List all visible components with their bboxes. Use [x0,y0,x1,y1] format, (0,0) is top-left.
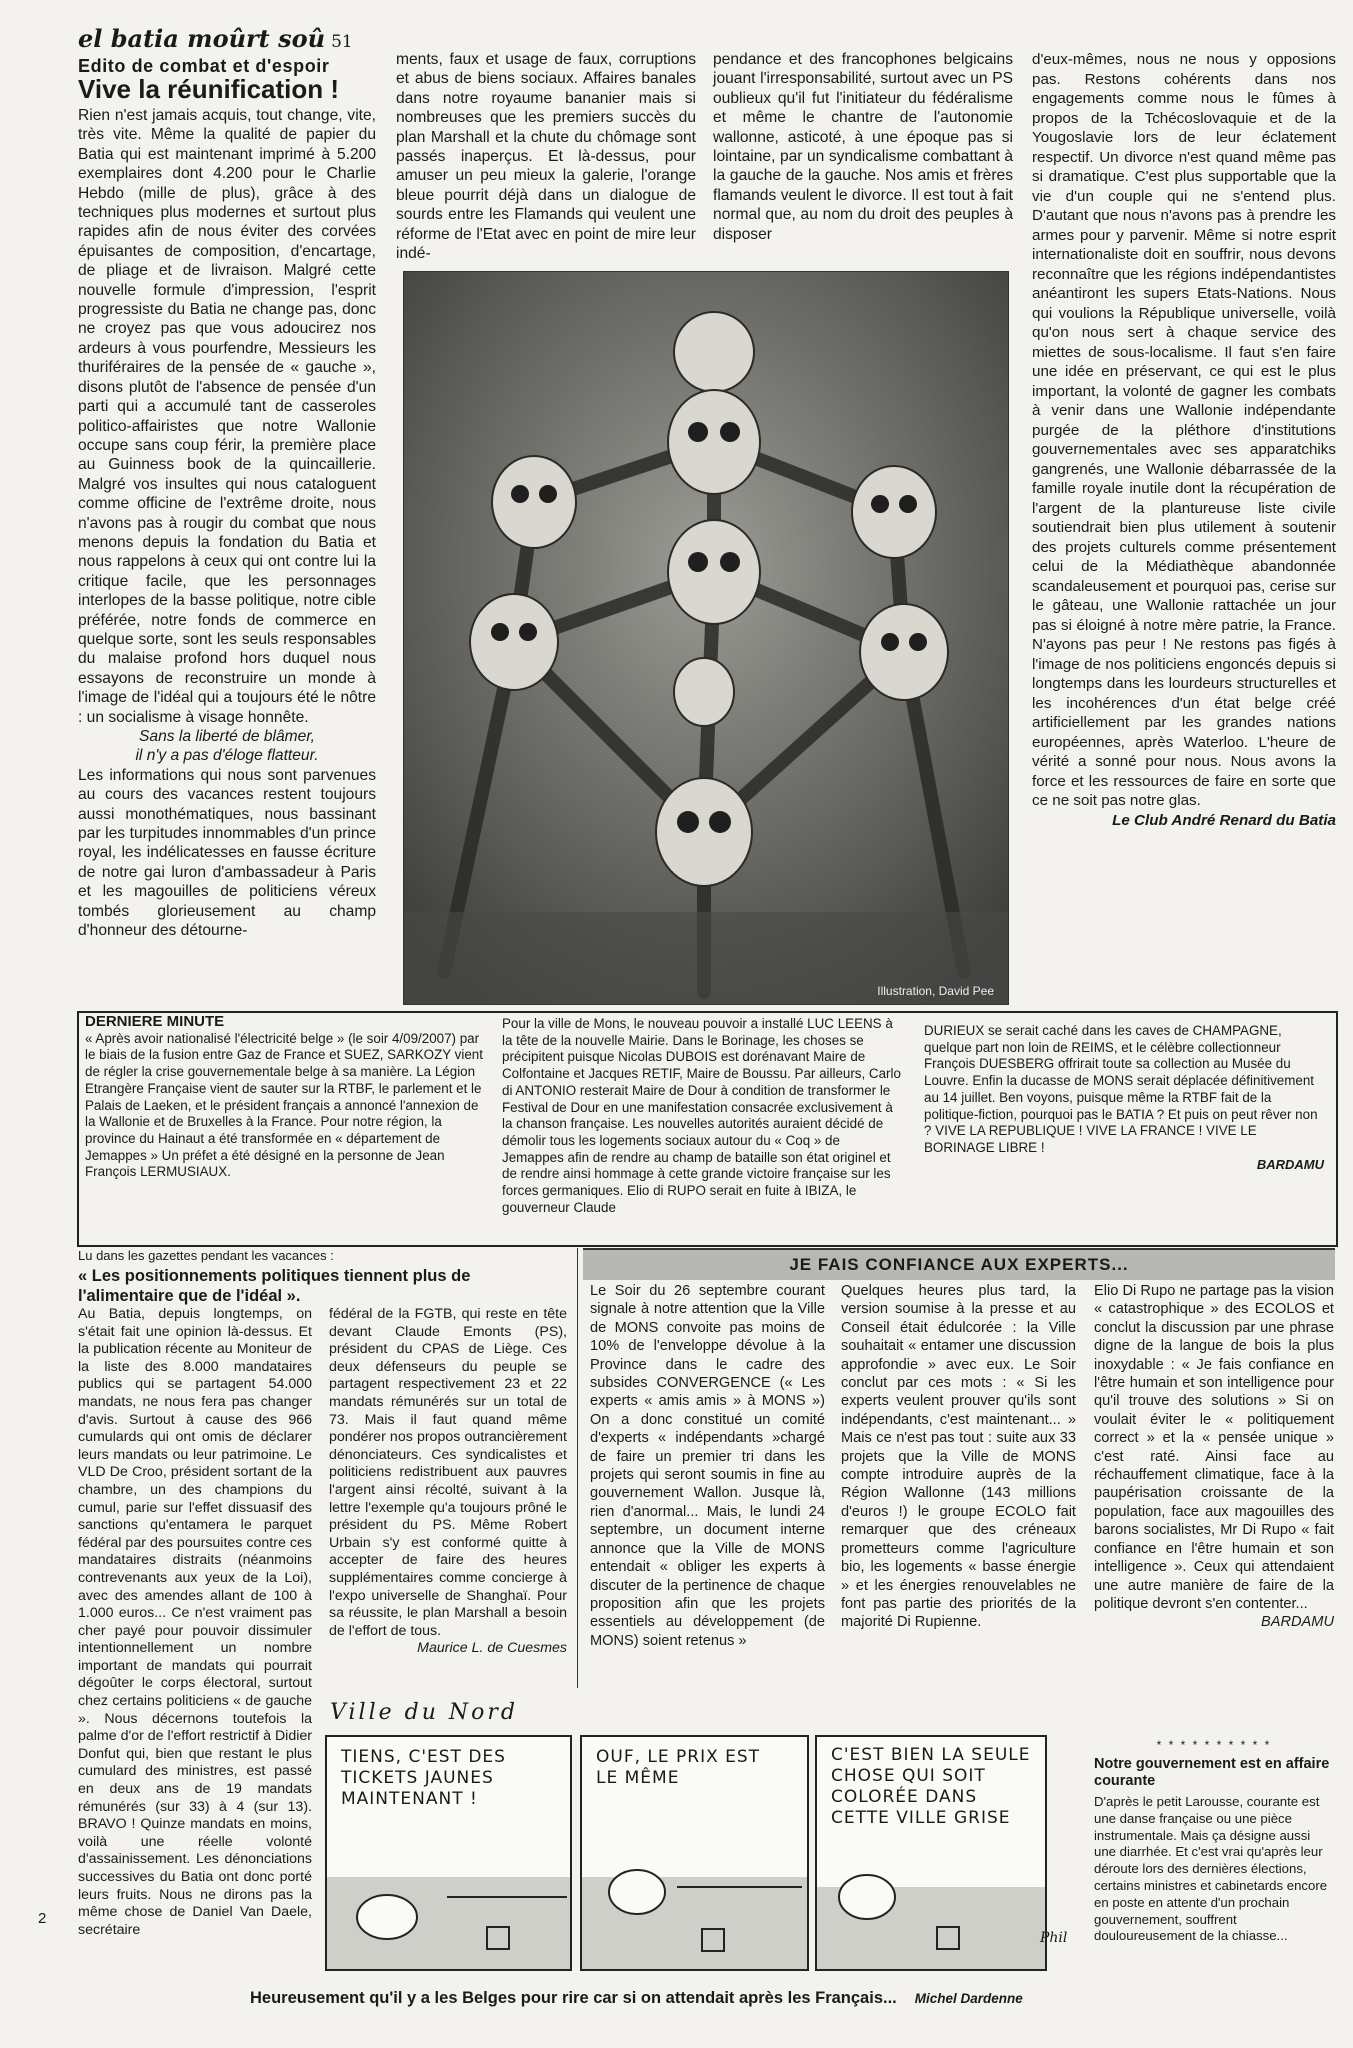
derniere-minute-col3 [924,1023,1324,1173]
edito-column-4 [1032,50,1336,830]
experts-column-3 [1094,1282,1334,1632]
cartoon-panel-1 [325,1735,572,1971]
derniere-minute-title: DERNIERE MINUTE [85,1013,225,1030]
edito-quote-line2: il n'y a pas d'éloge flatteur. [135,747,319,765]
derniere-minute-col1 [85,1014,485,1181]
edito-column-1 [78,106,376,940]
edito-quote-line1: Sans la liberté de blâmer, [139,728,315,745]
cartoon-bubble-1: TIENS, C'EST DES TICKETS JAUNES MAINTENANT ! [341,1747,506,1809]
experts-col2-text: Quelques heures plus tard, la version soumise à la presse et au Conseil était édulcorée : la Ville souhaitait « entamer une discussion approfondie » avec eux. Le Soir conclut par ces mots : « Si les experts veulent prouver qu'ils sont indépendants, c'est maintenant... » Mais ce n'est pas tout : suite aux 33 projets que la Ville de MONS compte introduire auprès de la Région Wallonne (143 millions d'euros !) le groupe ECOLO fait remarquer que des créneaux prometteurs comme l'agriculture bio, les logements « basse énergie » et les énergies renouvelables ne font pas partie des priorités de la majorité Di Rupienne. [841,1283,1076,1631]
cartoon-scene-2 [582,1847,807,1969]
derniere-minute-col2-text: Pour la ville de Mons, le nouveau pouvoir a installé LUC LEENS à la tête de la nouvelle Mairie. Dans le Borinage, les choses se précipitent puisque Nicolas DUBOIS est dorénavant Maire de Colfontaine et Jacques RETIF, Maire de Boussu. Par ailleurs, Carlo di ANTONIO resterait Maire de Dour à condition de transformer le Festival de Dour en une manifestation consacrée exclusivement à la chanson française. Les nouvelles autorités auraient décidé de démolir tous les logements sociaux autour du « Coq » de Jemappes afin de rendre au champ de bataille son état originel et de rendre ainsi hommage à cette grande victoire française sur les forces germaniques. Elio di RUPO serait en fuite à IBIZA, le gouverneur Claude [502,1016,901,1215]
gouvernement-title: Notre gouvernement est en affaire courante [1094,1756,1330,1789]
edito-kicker: Edito de combat et d'espoir [78,56,330,76]
derniere-minute-col2 [502,1016,902,1216]
edito-column-2 [396,50,696,263]
cartoon-panel-2 [580,1735,809,1971]
experts-col3-text: Elio Di Rupo ne partage pas la vision « catastrophique » des ECOLOS et conclut la discussion par une phrase digne de la langue de bois la plus inoxydable : « Je fais confiance en l'être humain et son intelligence pour qu'il trouve des solutions » Si on voulait éviter le « politiquement correct » et la « pensée unique » c'est raté. Ainsi face au réchauffement climatique, face à la paupérisation croissante de la population, face aux magouilles des barons socialistes, Mr Di Rupo « fait confiance en l'être humain et son intelligence ». Ceux qui attendaient une autre manière de faire de la politique devront s'en contenter... [1094,1283,1334,1612]
masthead [78,24,353,53]
skull-atomium-drawing [404,272,1008,1004]
gazettes-column-2 [329,1306,567,1658]
gazettes-intro: Lu dans les gazettes pendant les vacances : [78,1248,334,1263]
derniere-minute-box [77,1011,1338,1247]
gouvernement-stars: * * * * * * * * * * [1156,1738,1272,1752]
issue-number: 51 [331,32,353,52]
skull-atomium-illustration [403,271,1009,1005]
cartoon-artist: Phil [1040,1930,1068,1946]
edito-col3-text: pendance et des francophones belgicains jouant l'irresponsabilité, surtout avec un PS oublieux qu'il fut l'initiateur du fédéralisme et même le chantre de l'autonomie wallonne, asticoté, à une époque pas si lointaine, par un syndicalisme combattant à la gauche de la gauche. Nos amis et frères flamands veulent le divorce. Il est tout à fait normal que, au nom du droit des peuples à disposer [713,51,1013,243]
edito-col2-text: ments, faux et usage de faux, corruptions et abus de biens sociaux. Affaires banales dans notre royaume bananier mais si nombreuses que les premiers succès du plan Marshall et la chute du chômage sont passés inaperçus. Et là-dessus, pour amuser un peu mieux la galerie, l'orange bleue pourrit déjà dans un dialogue de sourds entre les Flamands qui veulent une réforme de l'Etat avec en point de mire leur indé- [396,51,696,263]
cartoon-title: Ville du Nord [330,1700,518,1725]
derniere-minute-signature: BARDAMU [1256,1156,1324,1172]
column-divider [577,1248,578,1688]
gouvernement-text: D'après le petit Larousse, courante est une danse française ou une pièce instrumentale. Mais ça désigne aussi une diarrhée. Et c'est vrai qu'après leur déroute lors des dernières élections, certains ministres et cabinetards encore en poste en attente d'un prochain gouvernement, souffrent douloureusement de la chiasse... [1094,1794,1328,1944]
gazettes-col2-text: fédéral de la FGTB, qui reste en tête devant Claude Emonts (PS), président du CPAS de Liège. Ces deux défenseurs du peuple se partagent respectivement 23 et 22 mandats rémunérés sur un total de 73. Mais il faut quand même pondérer nos propos outrancièrement dénonciateurs. Ces syndicalistes et politiciens redistribuent aux pauvres l'argent ainsi récolté, suivant à la lettre l'exemple qu'a toujours prôné le président du PS. Même Robert Urbain s'y est conformé quitte à accepter de faire des heures supplémentaires comme concierge à l'expo universelle de Shanghaï. Pour sa réussite, le plan Marshall a besoin de l'effort de tous. [329,1306,567,1639]
illustration-credit: Illustration, David Pee [877,984,994,998]
edito-column-3 [713,50,1013,244]
experts-header: JE FAIS CONFIANCE AUX EXPERTS... [583,1248,1335,1280]
footer-line [250,1989,1023,2008]
masthead-title: el batia moûrt soû [78,24,326,53]
page-number: 2 [38,1910,47,1927]
edito-col1b-text: Les informations qui nous sont parvenues au cours des vacances restent toujours aussi monothématiques, nous bassinant par les turpitudes innommables d'un prince royal, les indélicatesses en fausse écriture de notre gai luron d'ambassadeur à Paris et les magouilles de politiciens véreux tombés glorieusement au champ d'honneur des détourne- [78,766,376,940]
experts-col1-text: Le Soir du 26 septembre courant signale à notre attention que la Ville de MONS convoite pas moins de 10% de l'enveloppe dévolue à la Province dans le cadre des subsides CONVERGENCE (« Les experts « amis amis » à MONS ») On a donc constitué un comité d'experts « indépendants »chargé de faire un premier tri dans les projets qui seront soumis in fine au gouvernement Wallon. Jusque là, rien d'anormal... Mais, le lundi 24 septembre, un document interne annonce que la Ville de MONS entendait « obliger les experts à discuter de la pertinence de chaque proposition afin que les projets essentiels au développement (de MONS) soient retenus » [590,1283,825,1649]
cartoon-scene-3 [817,1867,1045,1969]
derniere-minute-col1-text: « Après avoir nationalisé l'électricité belge » (le soir 4/09/2007) par le biais de la fusion entre Gaz de France et SUEZ, SARKOZY vient de régler la crise gouvernementale belge à sa manière. La Légion Etrangère Française vient de sauter sur la RTBF, le parlement et le Palais de Laeken, et le président français a annoncé l'annexion de la Wallonie et de Bruxelles à la France. Pour notre région, la province du Hainaut a été transformée en « département de Jemappes » Un préfet a été désigné en la personne de Jean François LERMUSIAUX. [85,1030,483,1180]
gazettes-column-1 [78,1306,312,1939]
gazettes-headline: « Les positionnements politiques tiennent plus de l'alimentaire que de l'idéal ». [78,1267,471,1305]
cartoon-scene-1 [327,1857,570,1969]
gazettes-col1-text: Au Batia, depuis longtemps, on s'était fait une opinion là-dessus. Et la publication récente au Moniteur de la liste des 8.000 mandataires publics qui se partagent 54.000 mandats, ne nous fera pas changer d'avis. Surtout à cause des 966 cumulards qui ont omis de déclarer leurs mandats ou leur patrimoine. Le VLD De Croo, président sortant de la chambre, un des champions du cumul, parie sur l'effet dissuasif des sanctions qu'entamera le parquet fédéral par des poursuites contre ces mandataires distraits (néanmoins contrevenants aux yeux de la Loi), avec des amendes allant de 100 à 1.000 euros... Ce n'est vraiment pas cher payé pour pouvoir dissimuler intentionnellement un nombre important de mandats qui pourrait dégoûter le corps électoral, surtout chez certains politiciens « de gauche ». Nous décernons toutefois la palme d'or de l'effort restrictif à Didier Donfut qui, bien que restant le plus cumulard des ministres, est passé en deux ans de 19 mandats rémunérés (sur 33) à 4 (sur 13). BRAVO ! Quinze mandats en moins, voilà une réelle volonté d'assainissement. Les dénonciations successives du Batia ont donc porté leurs fruits. Nous ne dirons pas la même chose de Daniel Van Daele, secrétaire [78,1306,312,1938]
experts-column-2 [841,1282,1076,1632]
edito-col4-text: d'eux-mêmes, nous ne nous y opposions pas. Restons cohérents dans nos engagements comme nous le fûmes à propos de la Tchécoslovaquie et de la Yougoslavie lors de leur éclatement respectif. Un divorce n'est quand même pas si dramatique. C'est plus supportable que la vie d'un couple qui ne s'entend plus. D'autant que nous n'avons pas à prendre les armes pour y parvenir. Même si notre esprit internationaliste doit en souffrir, nous devons reconnaître que les régions indépendantistes anéantiront les supers Etats-Nations. Nous qui voulions la République universelle, voilà qu'on nous sert à chaque service des miettes de sous-localisme. Il faut s'en faire une idée en préservant, ce qui est le plus important, la volonté de gagner les combats à venir dans une Wallonie indépendante purgée de la pléthore d'institutions gouvernementales avec ses apparatchiks gangrenés, une Wallonie débarrassée de la famille royale inutile dont la récupération de l'argent de la plantureuse liste civile soutiendrait bien plus utilement à soutenir des projets culturels comme présentement celui de la Médiathèque abandonnée scandaleusement et pourquoi pas, cerise sur le gâteau, une Wallonie rattachée un jour pas si éloigné à notre mère patrie, la France. N'ayons pas peur ! Ne restons pas figés à l'image de nos politiciens engoncés depuis si longtemps dans les lourdeurs structurelles et les incohérences d'un état belge créé artificiellement par les grandes nations européennes, après Waterloo. L'heure de vérité a sonné pour nous. Nous avons la force et les ressources de faire en sorte que ce ne soit pas notre glas. [1032,51,1336,809]
edito-headline: Vive la réunification ! [78,74,340,104]
cartoon-panel-3 [815,1735,1047,1971]
experts-column-1 [590,1282,825,1650]
gouvernement-box [1094,1738,1334,1945]
gazettes-signature: Maurice L. de Cuesmes [417,1640,567,1657]
edito-signature: Le Club André Renard du Batia [1112,811,1336,829]
cartoon-bubble-3: C'EST BIEN LA SEULE CHOSE QUI SOIT COLORÉE DANS CETTE VILLE GRISE [831,1745,1031,1828]
derniere-minute-col3-text: DURIEUX se serait caché dans les caves de CHAMPAGNE, quelque part non loin de REIMS, et le célèbre collectionneur François DUESBERG offrirait toute sa collection au Musée du Louvre. Enfin la ducasse de MONS serait déplacée définitivement au 14 juillet. Ben voyons, puisque même la RTBF fait de la politique-fiction, pourquoi pas le BATIA ? Et puis on peut rêver non ? VIVE LA REPUBLIQUE ! VIVE LA FRANCE ! VIVE LE BORINAGE LIBRE ! [924,1023,1318,1155]
cartoon-bubble-2: OUF, LE PRIX EST LE MÊME [596,1747,761,1788]
edito-col1-text: Rien n'est jamais acquis, tout change, vite, très vite. Même la qualité de papier du Batia qui est maintenant imprimé à 5.200 exemplaires dont 4.200 pour le Charlie Hebdo (mille de plus), grâce à des techniques plus modernes et surtout plus rapides afin de nous éviter des corvées épuisantes de composition, d'encartage, de pliage et de livraison. Malgré cette nouvelle formule d'impression, l'esprit progressiste du Batia ne change pas, donc ne croyez pas que vous adoucirez nos ardeurs à vous pourfendre, Messieurs les thuriféraires de la pensée de « gauche », disons plutôt de l'absence de pensée d'un parti qui a accumulé tant de casseroles politico-affairistes que notre Wallonie occupe sans coup férir, la première place au Guinness book de la quincaillerie. Malgré vos insultes qui nous cataloguent comme officine de l'extrême droite, nous n'avons pas à rougir du combat que nous menons depuis la fondation du Batia et nous rappelons à ceux qui ont contre lui la critique facile, que les personnages interlopes de la basse politique, notre cible préférée, notre fonds de commerce en quelque sorte, sont les seuls responsables du malaise profond hors duquel nous essayons de reconstruire un monde à l'image de l'idéal qui a toujours été le nôtre : un socialisme à visage honnête. [78,107,376,726]
footer-text: Heureusement qu'il y a les Belges pour rire car si on attendait après les Français... [250,1989,897,2007]
footer-author: Michel Dardenne [914,1991,1023,2006]
experts-signature: BARDAMU [1261,1614,1334,1631]
